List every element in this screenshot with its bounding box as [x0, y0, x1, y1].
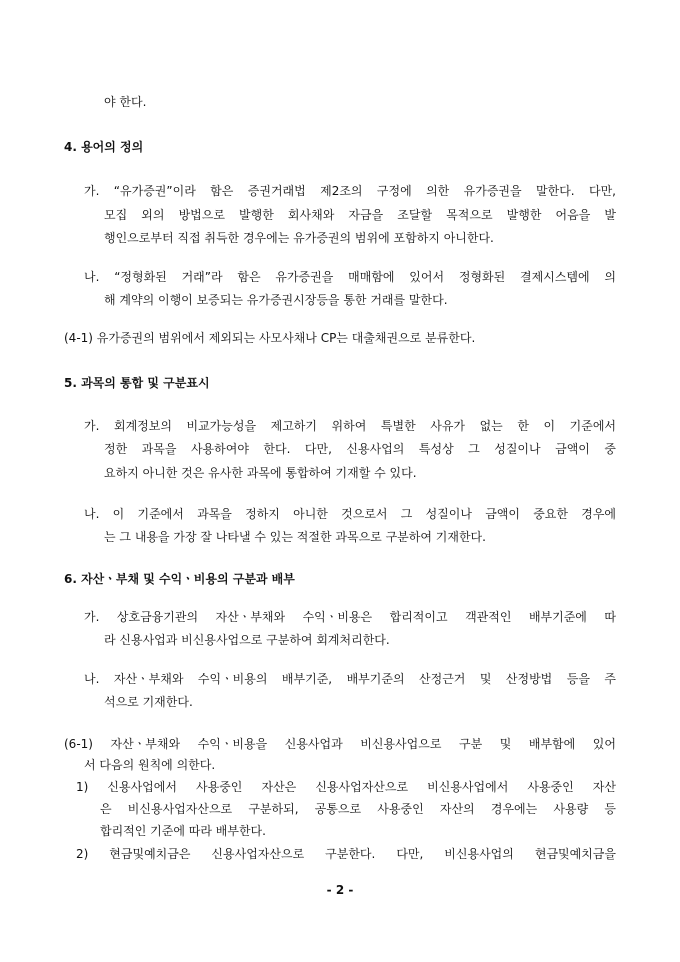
section-6-item-na-line-1: 나. 자산ㆍ부채와 수익ㆍ비용의 배부기준, 배부기준의 산정근거 및 산정방법 등을 주 [84, 672, 616, 686]
section-4-item-ga-line-2: 모집 외의 방법으로 발행한 회사채와 자금을 조달할 목적으로 발행한 어음을 발 [104, 208, 616, 222]
section-5-item-na-line-1: 나. 이 기준에서 과목을 정하지 아니한 것으로서 그 성질이나 금액이 중요한 경우에 [84, 507, 616, 521]
section-5-item-na-line-2: 는 그 내용을 가장 잘 나타낼 수 있는 적절한 과목으로 구분하여 기재한다. [104, 530, 486, 544]
section-4-item-na-line-1: 나. “정형화된 거래”라 함은 유가증권을 매매함에 있어서 정형화된 결제시스템에 의 [84, 270, 616, 284]
section-4-item-na-line-2: 해 계약의 이행이 보증되는 유가증권시장등을 통한 거래를 말한다. [104, 293, 448, 307]
section-6-item-na-line-2: 석으로 기재한다. [104, 695, 193, 709]
section-6-heading: 6. 자산ㆍ부채 및 수익ㆍ비용의 구분과 배부 [64, 572, 295, 586]
section-4-heading: 4. 용어의 정의 [64, 140, 144, 154]
section-5-item-ga-line-3: 요하지 아니한 것은 유사한 과목에 통합하여 기재할 수 있다. [104, 466, 417, 480]
section-5-item-ga-line-2: 정한 과목을 사용하여야 한다. 다만, 신용사업의 특성상 그 성질이나 금액이 중 [104, 442, 616, 456]
continuation-text: 야 한다. [104, 95, 147, 109]
section-6-sub1-line-1: 1) 신용사업에서 사용중인 자산은 신용사업자산으로 비신용사업에서 사용중인 자산 [76, 780, 616, 794]
section-6-sub1-line-2: 은 비신용사업자산으로 구분하되, 공통으로 사용중인 자산의 경우에는 사용량 등 [100, 802, 616, 816]
section-4-item-ga-line-3: 행인으로부터 직접 취득한 경우에는 유가증권의 범위에 포함하지 아니한다. [104, 231, 494, 245]
section-6-item-ga-line-1: 가. 상호금융기관의 자산ㆍ부채와 수익ㆍ비용은 합리적이고 객관적인 배부기준에 따 [84, 610, 616, 624]
page-number: - 2 - [326, 883, 354, 897]
section-6-sub1-line-3: 합리적인 기준에 따라 배부한다. [100, 824, 266, 838]
section-5-item-ga-line-1: 가. 회계정보의 비교가능성을 제고하기 위하여 특별한 사유가 없는 한 이 기준에서 [84, 419, 616, 433]
section-6-note-line-2: 서 다음의 원칙에 의한다. [84, 758, 216, 772]
section-5-heading: 5. 과목의 통합 및 구분표시 [64, 376, 210, 390]
section-6-sub2-line-1: 2) 현금및예치금은 신용사업자산으로 구분한다. 다만, 비신용사업의 현금및예치금을 [76, 847, 616, 861]
section-4-note: (4-1) 유가증권의 범위에서 제외되는 사모사채나 CP는 대출채권으로 분류한다. [64, 331, 476, 345]
section-6-item-ga-line-2: 라 신용사업과 비신용사업으로 구분하여 회계처리한다. [104, 633, 390, 647]
section-6-note-line-1: (6-1) 자산ㆍ부채와 수익ㆍ비용을 신용사업과 비신용사업으로 구분 및 배부함에 있어 [64, 737, 616, 751]
section-4-item-ga-line-1: 가. “유가증권”이라 함은 증권거래법 제2조의 구정에 의한 유가증권을 말한다. 다만, [84, 184, 616, 198]
